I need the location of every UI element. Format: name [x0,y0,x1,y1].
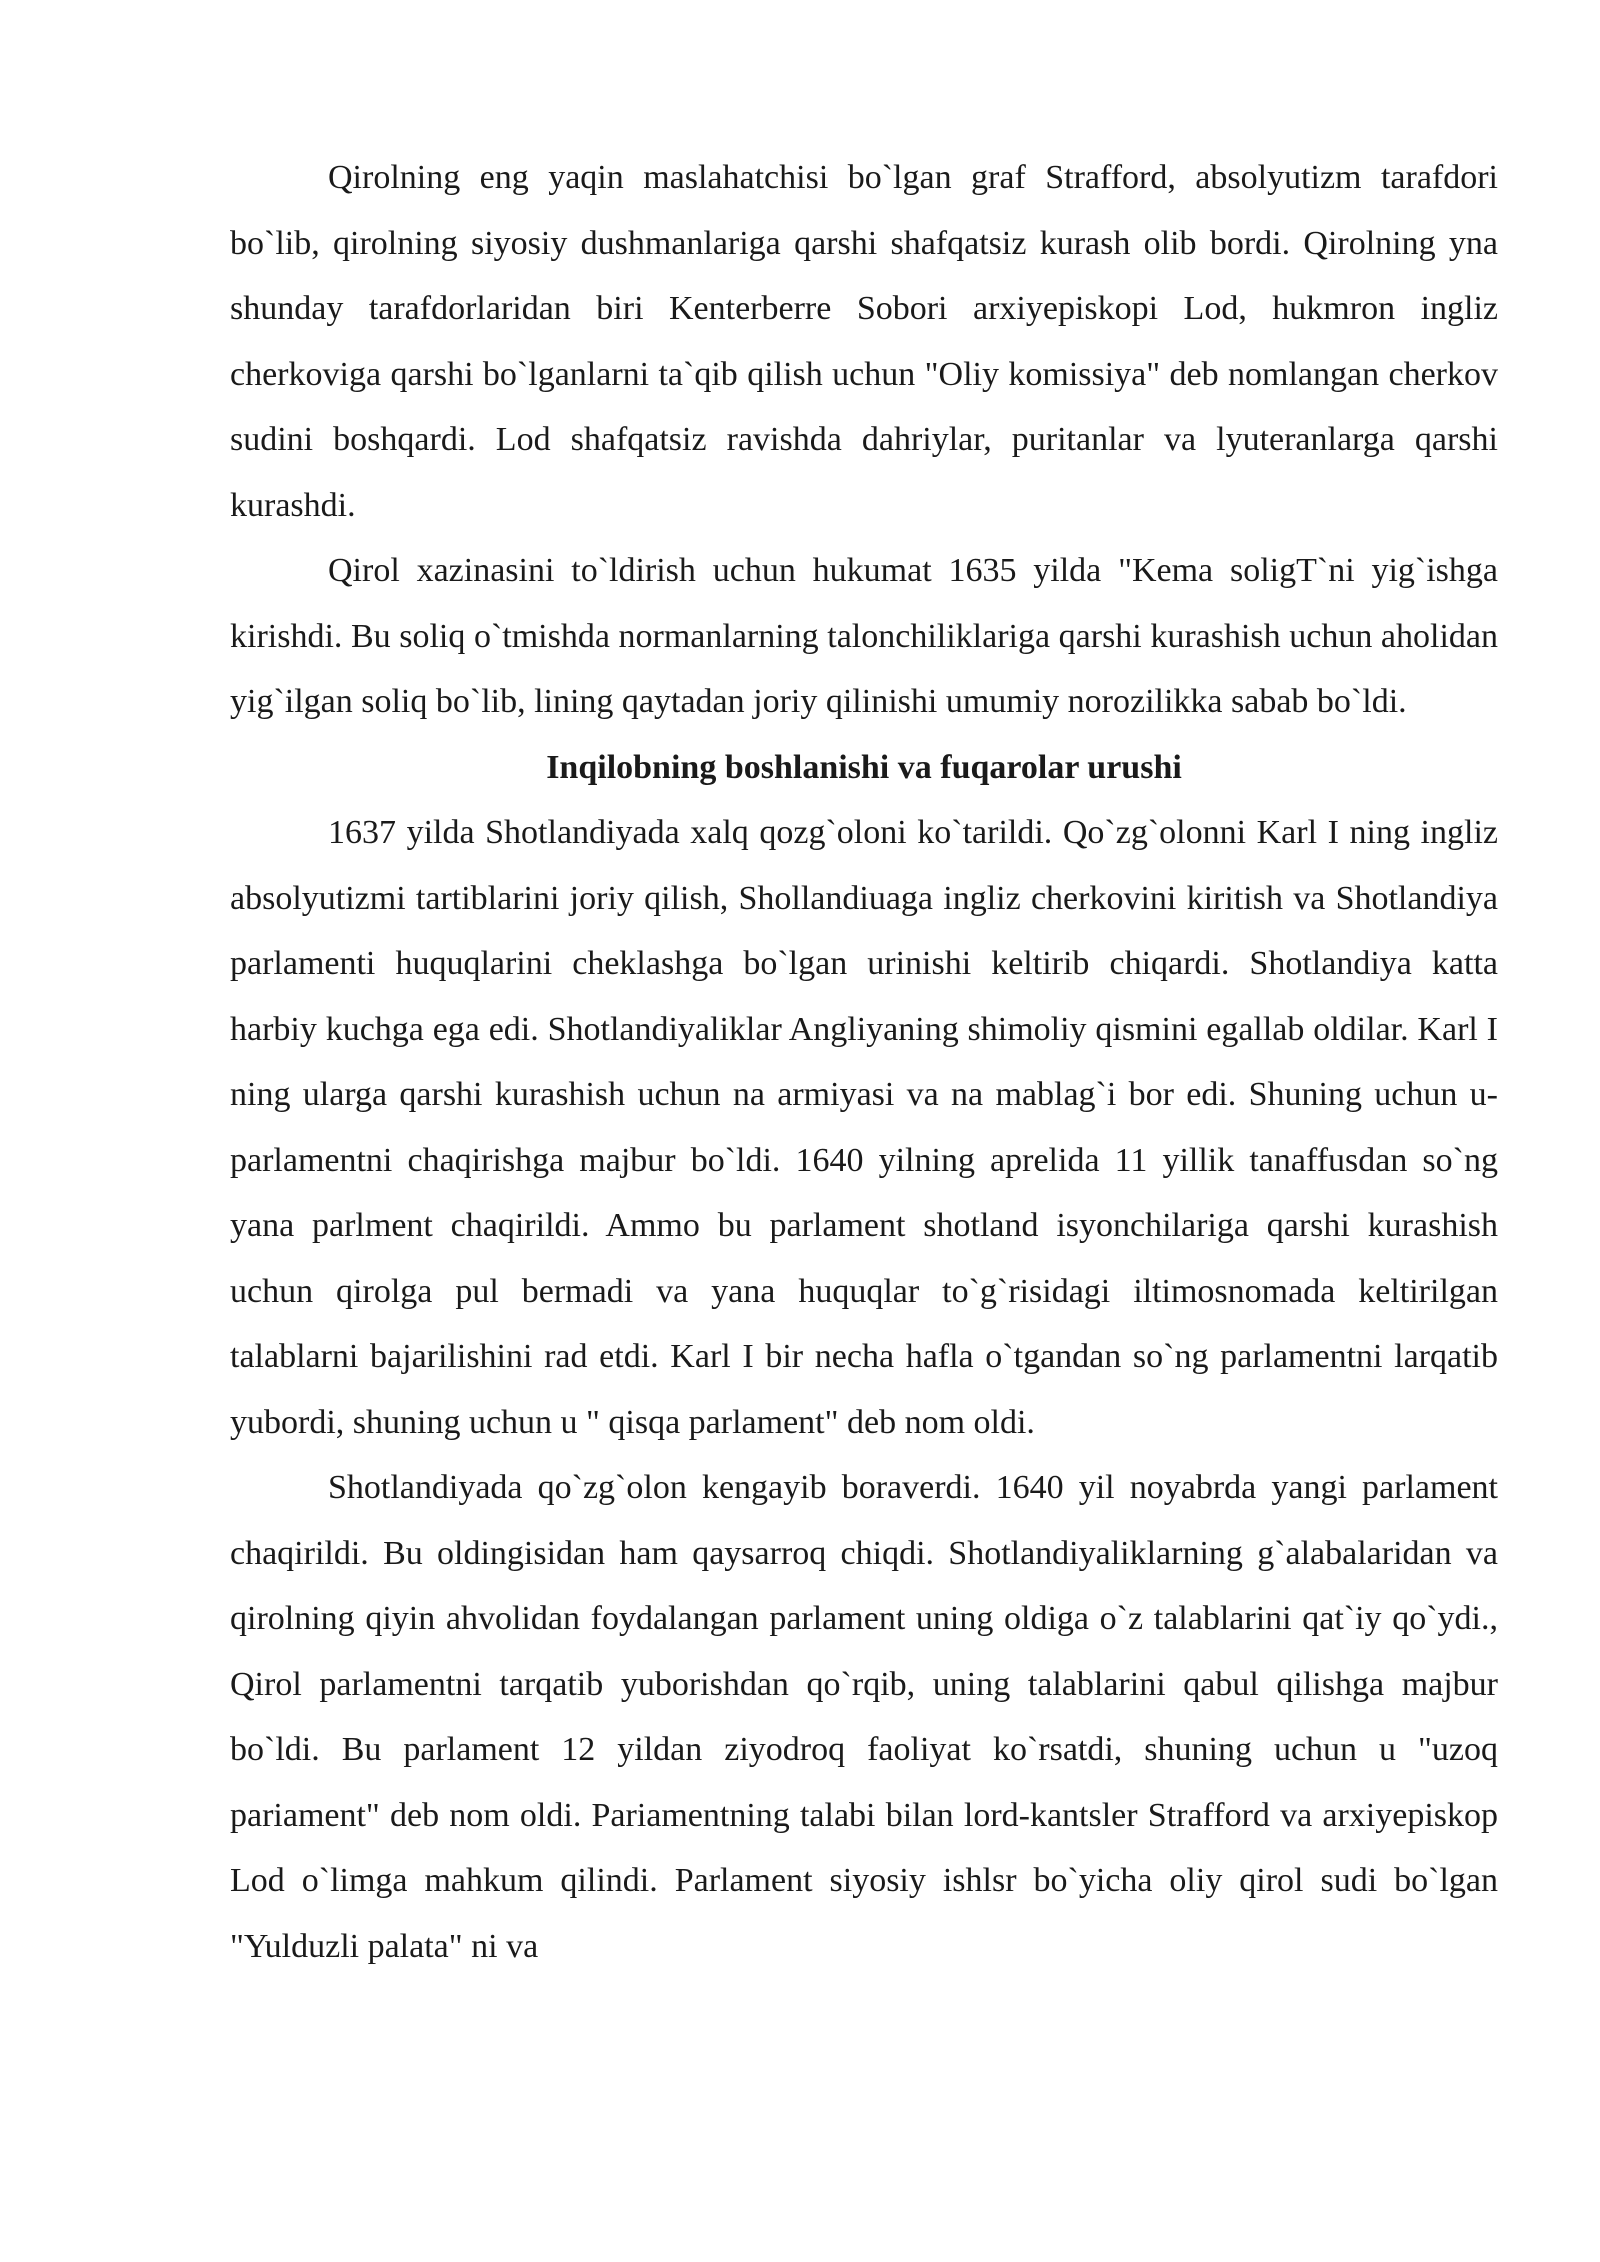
paragraph-long-parliament: Shotlandiyada qo`zg`olon kengayib boraverdi. 1640 yil noyabrda yangi parlament chaqirildi. Bu oldingisidan ham qaysarroq chiqdi. Shotlandiyaliklarning g`alabalaridan va qirolning qiyin ahvolidan foydalangan parlament uning oldiga o`z talablarini qat`iy qo`ydi., Qirol parlamentni tarqatib yuborishdan qo`rqib, uning talablarini qabul qilishga majbur bo`ldi. Bu parlament 12 yildan ziyodroq faoliyat ko`rsatdi, shuning uchun u "uzoq pariament" deb nom oldi. Pariamentning talabi bilan lord-kantsler Strafford va arxiyepiskop Lod o`limga mahkum qilindi. Parlament siyosiy ishlsr bo`yicha oliy qirol sudi bo`lgan "Yulduzli palata" ni va [230,1469,1498,1965]
paragraph-ship-tax: Qirol xazinasini to`ldirish uchun hukumat 1635 yilda "Kema soligT`ni yig`ishga kirishdi. Bu soliq o`tmishda normanlarning talonchiliklariga qarshi kurashish uchun aholidan yig`ilgan soliq bo`lib, lining qaytadan joriy qilinishi umumiy norozilikka sabab bo`ldi. [230,552,1498,720]
section-heading: Inqilobning boshlanishi va fuqarolar urushi [546,748,1182,786]
document-body [230,145,1498,1979]
paragraph-scottish-uprising: 1637 yilda Shotlandiyada xalq qozg`oloni ko`tarildi. Qo`zg`olonni Karl I ning ingliz absolyutizmi tartiblarini joriy qilish, Shollandiuaga ingliz cherkovini kiritish va Shotlandiya parlamenti huquqlarini cheklashga bo`lgan urinishi keltirib chiqardi. Shotlandiya katta harbiy kuchga ega edi. Shotlandiyaliklar Angliyaning shimoliy qismini egallab oldilar. Karl I ning ularga qarshi kurashish uchun na armiyasi va na mablag`i bor edi. Shuning uchun u-parlamentni chaqirishga majbur bo`ldi. 1640 yilning aprelida 11 yillik tanaffusdan so`ng yana parlment chaqirildi. Ammo bu parlament shotland isyonchilariga qarshi kurashish uchun qirolga pul bermadi va yana huquqlar to`g`risidagi iltimosnomada keltirilgan talablarni bajarilishini rad etdi. Karl I bir necha hafla o`tgandan so`ng parlamentni larqatib yubordi, shuning uchun u " qisqa parlament" deb nom oldi. [230,814,1498,1441]
paragraph-strafford-lod: Qirolning eng yaqin maslahatchisi bo`lgan graf Strafford, absolyutizm tarafdori bo`lib, qirolning siyosiy dushmanlariga qarshi shafqatsiz kurash olib bordi. Qirolning yna shunday tarafdorlaridan biri Kenterberre Sobori arxiyepiskopi Lod, hukmron ingliz cherkoviga qarshi bo`lganlarni ta`qib qilish uchun "Oliy komissiya" deb nomlangan cherkov sudini boshqardi. Lod shafqatsiz ravishda dahriylar, puritanlar va lyuteranlarga qarshi kurashdi. [230,159,1498,524]
